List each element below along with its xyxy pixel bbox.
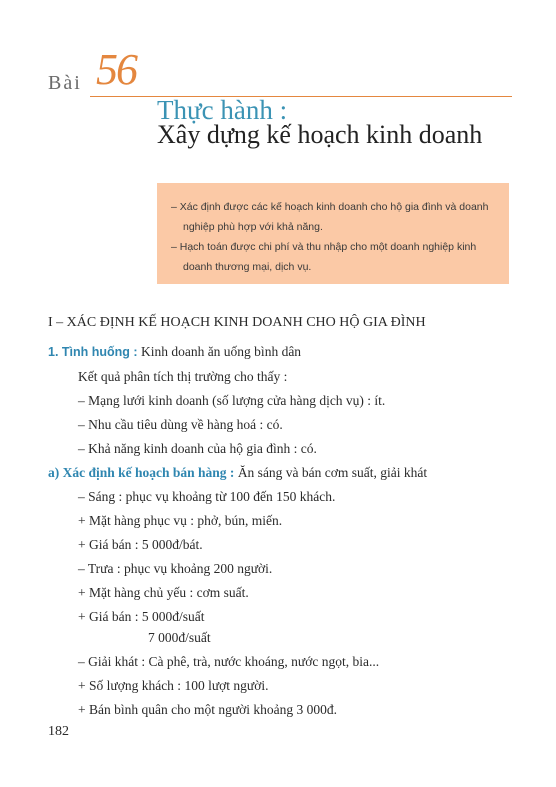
lesson-word: Bài xyxy=(48,72,82,94)
plan-line: + Giá bán : 5 000đ/suất xyxy=(78,609,205,624)
plan-line: + Giá bán : 5 000đ/bát. xyxy=(78,537,203,552)
situation-text: Kinh doanh ăn uống bình dân xyxy=(137,344,302,359)
lesson-number: 56 xyxy=(96,45,136,94)
plan-line: 7 000đ/suất xyxy=(148,630,211,645)
sales-plan-label: a) Xác định kế hoạch bán hàng : xyxy=(48,465,235,480)
plan-line: + Bán bình quân cho một người khoảng 3 000đ. xyxy=(78,702,338,717)
objective-line: doanh thương mại, dịch vụ. xyxy=(183,261,312,273)
section-title: I – XÁC ĐỊNH KẾ HOẠCH KINH DOANH CHO HỘ GIA ĐÌNH xyxy=(48,315,426,330)
plan-line: – Trưa : phục vụ khoảng 200 người. xyxy=(78,561,273,576)
market-line: – Nhu cầu tiêu dùng về hàng hoá : có. xyxy=(78,417,283,432)
plan-line: + Mặt hàng phục vụ : phở, bún, miến. xyxy=(78,513,283,528)
objectives-box xyxy=(157,183,509,284)
objective-line: – Xác định được các kế hoạch kinh doanh cho hộ gia đình và doanh xyxy=(171,201,489,213)
plan-line: – Giải khát : Cà phê, trà, nước khoáng, nước ngọt, bia... xyxy=(78,654,380,669)
situation-label: 1. Tình huống : xyxy=(48,345,138,359)
lesson-title-line1: Thực hành : xyxy=(157,95,288,125)
plan-line: + Số lượng khách : 100 lượt người. xyxy=(78,678,269,693)
header-rule xyxy=(90,96,512,97)
sales-plan-text: Ăn sáng và bán cơm suất, giải khát xyxy=(234,465,428,480)
plan-line: – Sáng : phục vụ khoảng từ 100 đến 150 khách. xyxy=(78,489,336,504)
plan-line: + Mặt hàng chủ yếu : cơm suất. xyxy=(78,585,249,600)
market-line: – Mạng lưới kinh doanh (số lượng cửa hàng dịch vụ) : ít. xyxy=(78,393,386,408)
market-intro: Kết quả phân tích thị trường cho thấy : xyxy=(78,369,288,384)
market-line: – Khả năng kinh doanh của hộ gia đình : có. xyxy=(78,441,317,456)
sales-plan-line xyxy=(48,465,427,481)
objective-line: nghiệp phù hợp với khả năng. xyxy=(183,221,323,233)
objective-line: – Hạch toán được chi phí và thu nhập cho một doanh nghiệp kinh xyxy=(171,241,477,253)
page-number: 182 xyxy=(48,724,69,739)
situation-line xyxy=(48,344,301,360)
lesson-title-line2: Xây dựng kế hoạch kinh doanh xyxy=(157,120,483,149)
